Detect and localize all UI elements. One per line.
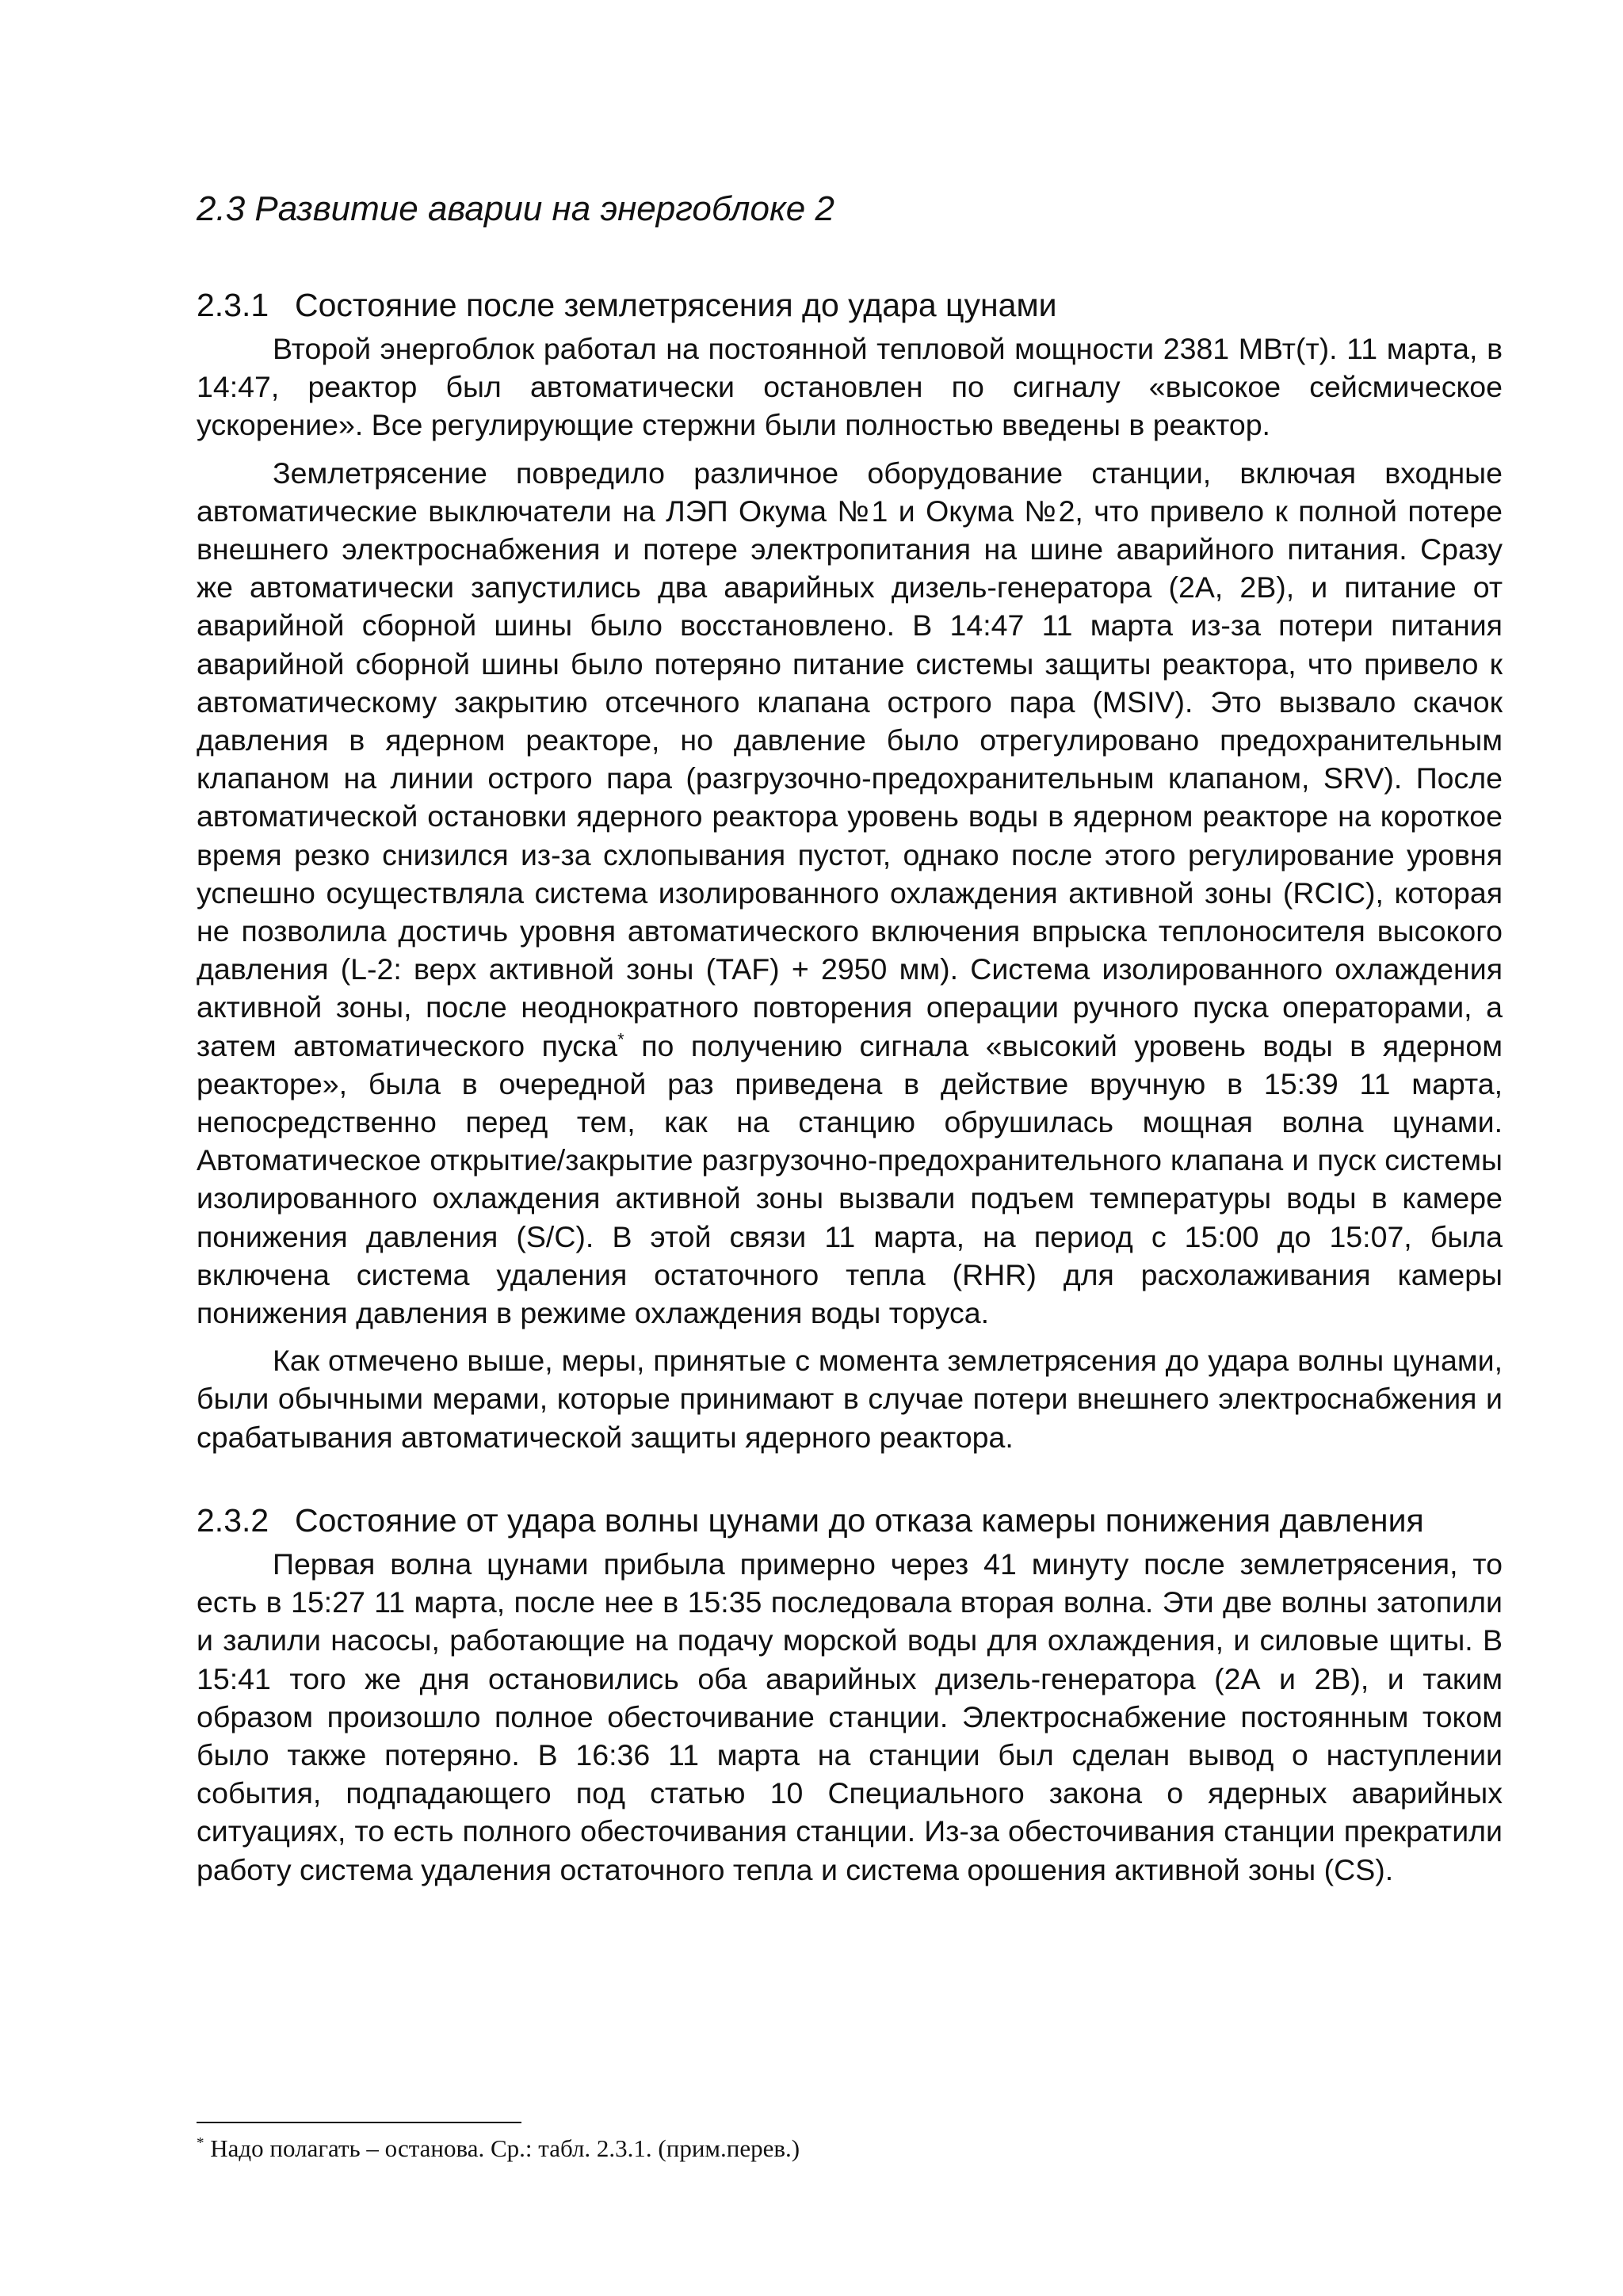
subsection-number: 2.3.1 bbox=[197, 287, 269, 323]
footnote-text: Надо полагать – останова. Ср.: табл. 2.3.1. (прим.перев.) bbox=[204, 2134, 800, 2162]
paragraph-text-part1: Землетрясение повредило различное оборудование станции, включая входные автоматические выключатели на ЛЭП Окума №1 и Окума №2, что привело к полной потере внешнего электроснабжения и потере электропитания на шине аварийного питания. Сразу же автоматически запустились два аварийных дизель-генератора (2А, 2В), и питание от аварийной сборной шины было восстановлено. В 14:47 11 марта из-за потери питания аварийной сборной шины было потеряно питание системы защиты реактора, что привело к автоматическому закрытию отсечного клапана острого пара (MSIV). Это вызвало скачок давления в ядерном реакторе, но давление было отрегулировано предохранительным клапаном на линии острого пара (разгрузочно-предохранительным клапаном, SRV). После автоматической остановки ядерного реактора уровень воды в ядерном реакторе на короткое время резко снизился из-за схлопывания пустот, однако после этого регулирование уровня успешно осуществляла система изолированного охлаждения активной зоны (RCIC), которая не позволила достичь уровня автоматического включения впрыска теплоносителя высокого давления (L-2: верх активной зоны (TAF) + 2950 мм). Система изолированного охлаждения активной зоны, после неоднократного повторения операции ручного пуска операторами, а затем автоматического пуска bbox=[197, 456, 1503, 1062]
subsection-number: 2.3.2 bbox=[197, 1501, 269, 1539]
subsection-title: Состояние после землетрясения до удара цунами bbox=[295, 287, 1057, 323]
subsection-heading-2-3-1 bbox=[197, 285, 1503, 325]
paragraph-text-part2: по получению сигнала «высокий уровень воды в ядерном реакторе», была в очередной раз приведена в действие вручную в 15:39 11 марта, непосредственно перед тем, как на станцию обрушилась мощная волна цунами. Автоматическое открытие/закрытие разгрузочно-предохранительного клапана и пуск системы изолированного охлаждения активной зоны вызвали подъем температуры воды в камере понижения давления (S/C). В этой связи 11 марта, на период с 15:00 до 15:07, была включена система удаления остаточного тепла (RHR) для расхолаживания камеры понижения давления в режиме охлаждения воды торуса. bbox=[197, 1028, 1503, 1330]
subsection-heading-2-3-2 bbox=[197, 1501, 1503, 1540]
paragraph-tsunami-arrival: Первая волна цунами прибыла примерно через 41 минуту после землетрясения, то есть в 15:27 11 марта, после нее в 15:35 последовала вторая волна. Эти две волны затопили и залили насосы, работающие на подачу морской воды для охлаждения, и силовые щиты. В 15:41 того же дня остановились оба аварийных дизель-генератора (2А и 2В), и таким образом произошло полное обесточивание станции. Электроснабжение постоянным током было также потеряно. В 16:36 11 марта на станции был сделан вывод о наступлении события, подпадающего под статью 10 Специального закона о ядерных аварийных ситуациях, то есть полного обесточивания станции. Из-за обесточивания станции прекратили работу система удаления остаточного тепла и система орошения активной зоны (CS). bbox=[197, 1547, 1503, 1886]
footnote-mark: * bbox=[197, 2134, 204, 2152]
paragraph-measures-summary: Как отмечено выше, меры, принятые с момента землетрясения до удара волны цунами, были обычными мерами, которые принимают в случае потери внешнего электроснабжения и срабатывания автоматической защиты ядерного реактора. bbox=[197, 1344, 1503, 1454]
footnote bbox=[197, 2133, 800, 2164]
footnote-reference-mark: * bbox=[617, 1029, 624, 1050]
section-title: 2.3 Развитие аварии на энергоблоке 2 bbox=[197, 189, 834, 228]
footnote-separator bbox=[197, 2122, 521, 2123]
subsection-title: Состояние от удара волны цунами до отказа камеры понижения давления bbox=[295, 1501, 1424, 1539]
paragraph-earthquake-damage bbox=[197, 454, 1503, 1333]
paragraph-reactor-shutdown: Второй энергоблок работал на постоянной тепловой мощности 2381 МВт(т). 11 марта, в 14:47, реактор был автоматически остановлен по сигналу «высокое сейсмическое ускорение». Все регулирующие стержни были полностью введены в реактор. bbox=[197, 332, 1503, 442]
